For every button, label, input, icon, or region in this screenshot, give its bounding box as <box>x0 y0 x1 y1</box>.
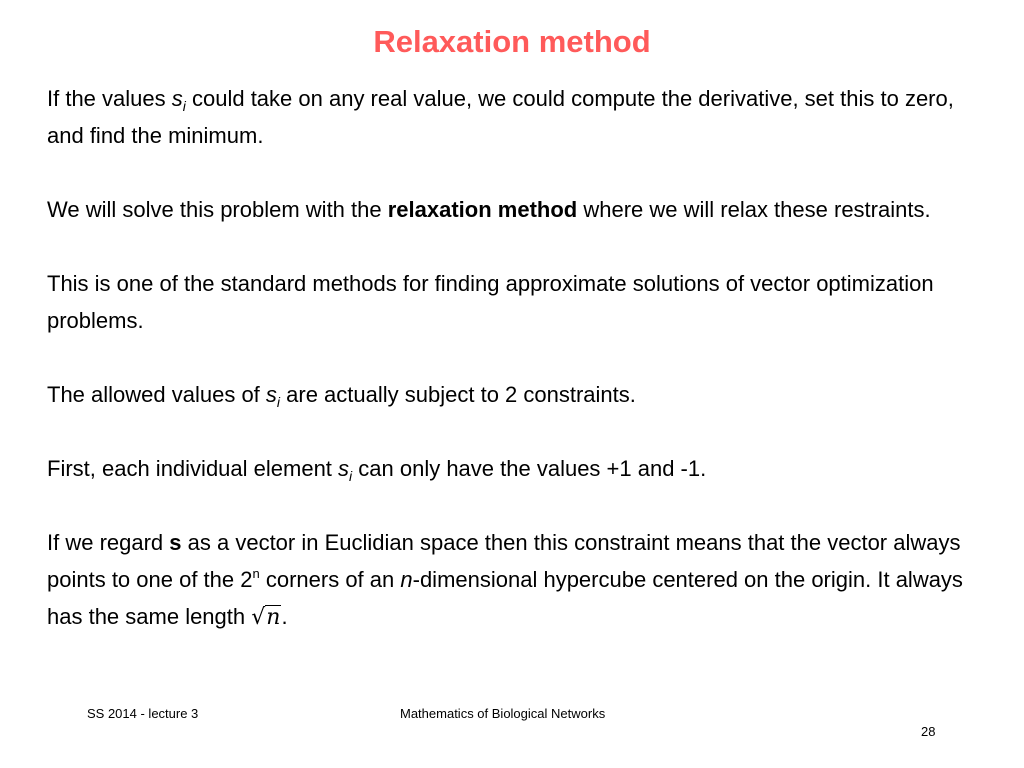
radicand: n <box>266 605 281 630</box>
square-root-expression <box>251 599 281 636</box>
math-symbol: s <box>171 86 183 111</box>
text-segment: are actually subject to 2 constraints. <box>280 382 636 407</box>
paragraph-constraints <box>47 376 982 413</box>
text-segment: If the values <box>47 86 172 111</box>
math-symbol: s <box>265 382 277 407</box>
text-segment: If we regard <box>47 530 170 555</box>
bold-vector-symbol: s <box>169 530 182 555</box>
text-segment: First, each individual element <box>47 456 339 481</box>
text-segment: corners of an <box>259 567 401 592</box>
text-segment: could take on any real value, we could compute the derivative, set this to zero, and find the minimum. <box>47 86 954 148</box>
slide-page-number: 28 <box>921 724 936 739</box>
math-subscript: i <box>182 98 186 114</box>
paragraph-standard-methods <box>47 265 982 339</box>
math-symbol: s <box>338 456 350 481</box>
footer-lecture-info: SS 2014 - lecture 3 <box>87 706 199 721</box>
text-segment: We will solve this problem with the <box>47 197 388 222</box>
slide-body <box>47 80 982 636</box>
text-segment: . <box>281 604 288 629</box>
math-italic-n: n <box>400 567 413 592</box>
text-segment: as a vector in Euclidian space then this constraint means that the vector always points to one of the 2 <box>47 530 961 592</box>
paragraph-continuous-values <box>47 80 982 154</box>
slide-title: Relaxation method <box>373 24 651 59</box>
math-subscript: i <box>349 468 353 484</box>
paragraph-first-constraint <box>47 450 982 487</box>
footer-course-title: Mathematics of Biological Networks <box>400 706 606 721</box>
math-superscript: n <box>252 566 260 581</box>
text-segment: The allowed values of <box>47 382 266 407</box>
text-segment: can only have the values +1 and -1. <box>352 456 707 481</box>
paragraph-hypercube <box>47 524 982 636</box>
radical-sign: √ <box>251 605 266 630</box>
paragraph-relaxation-method <box>47 191 982 228</box>
math-subscript: i <box>276 394 281 410</box>
bold-term: relaxation method <box>387 197 578 222</box>
text-segment: This is one of the standard methods for finding approximate solutions of vector optimization problems. <box>47 271 934 333</box>
text-segment: where we will relax these restraints. <box>577 197 931 222</box>
text-segment: -dimensional hypercube centered on the origin. It always has the same length <box>47 567 963 629</box>
